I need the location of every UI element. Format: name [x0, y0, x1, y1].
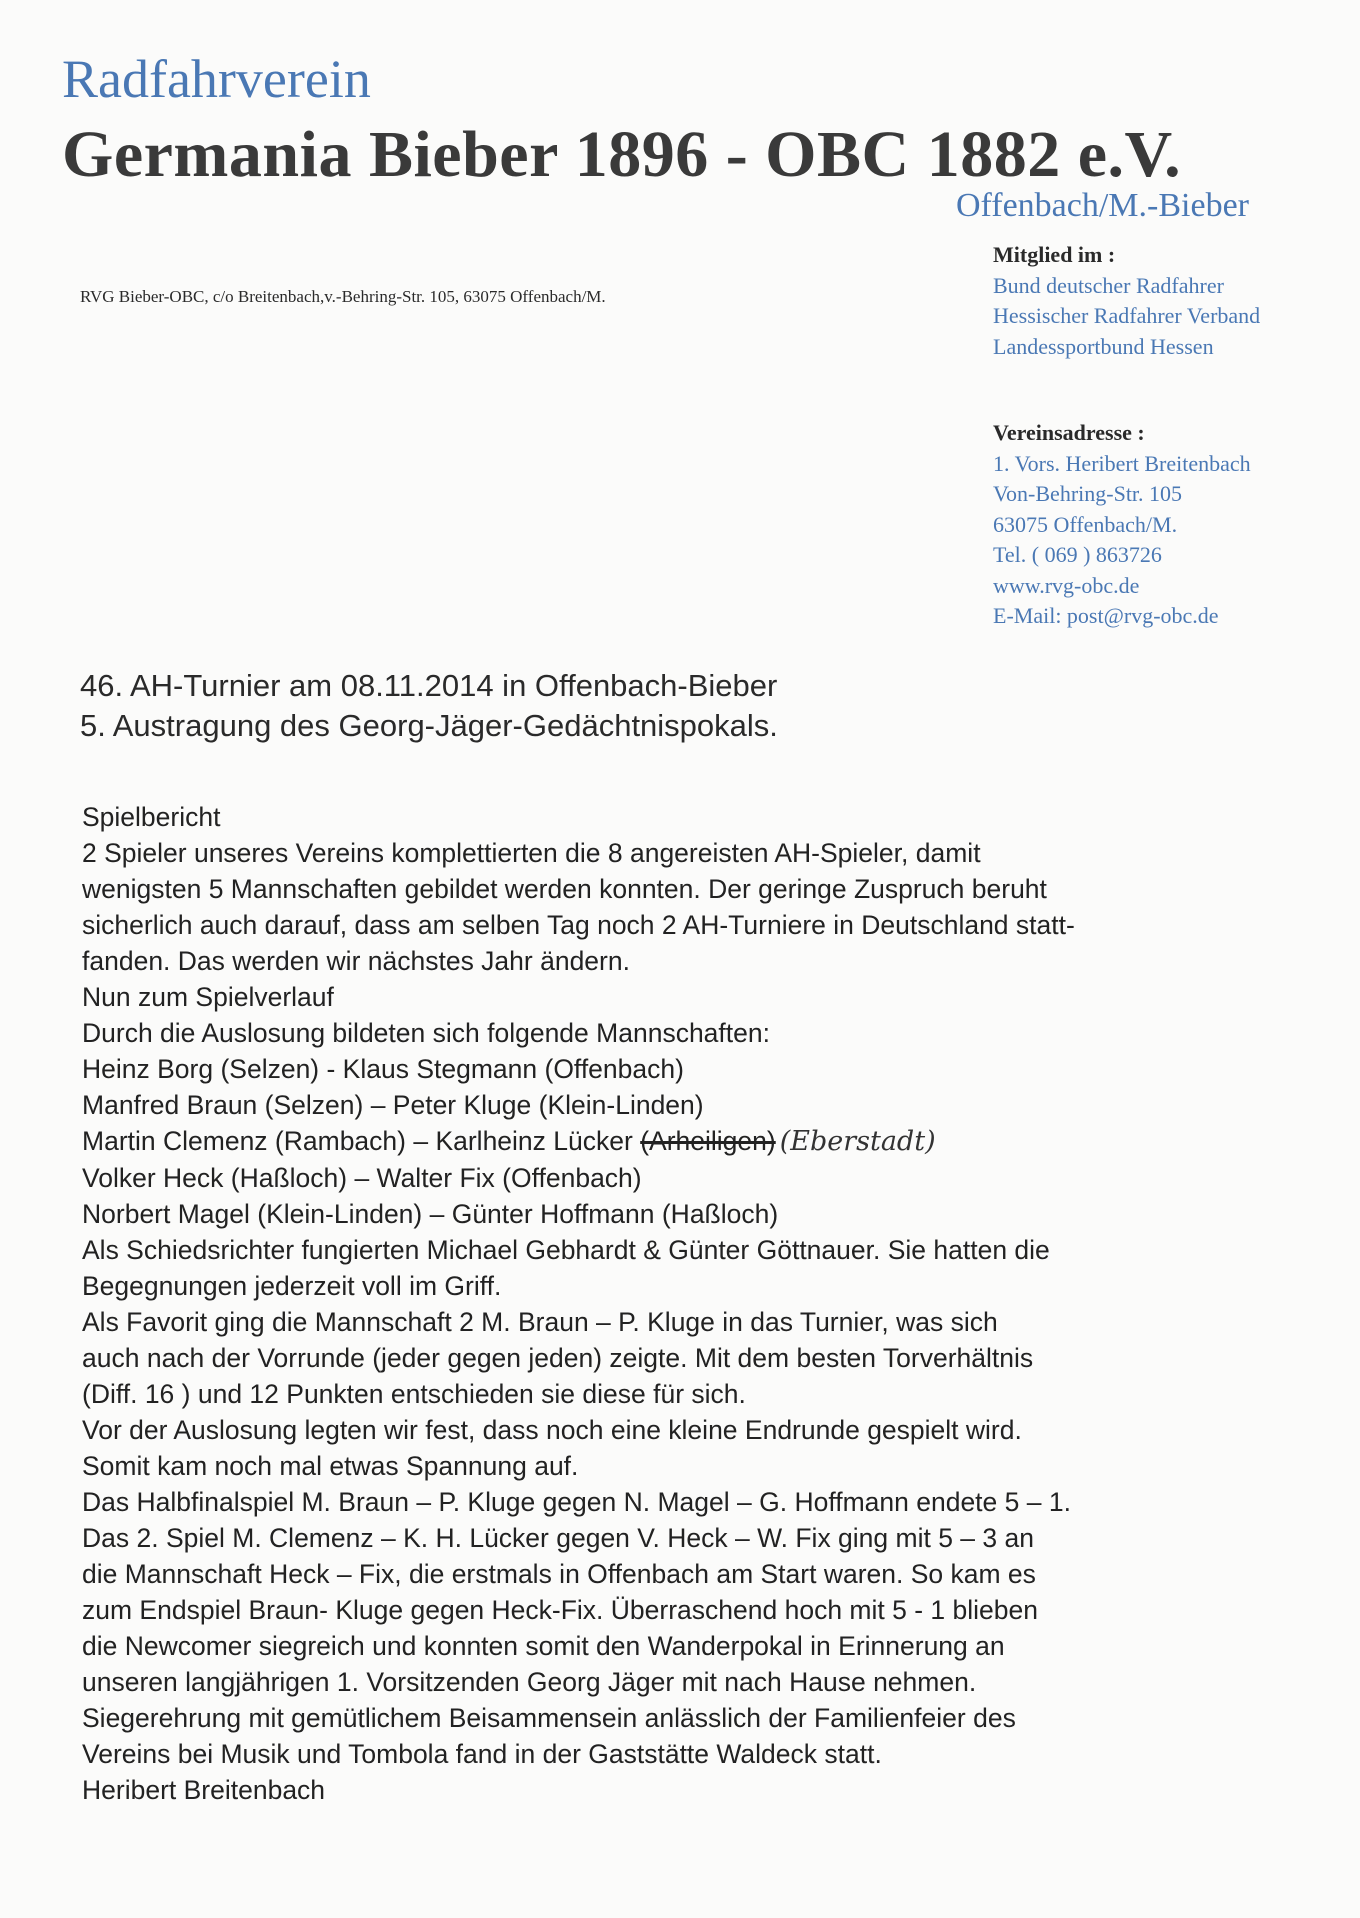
club-website: www.rvg-obc.de [993, 572, 1140, 598]
match-report [82, 799, 1342, 1808]
sender-address-line: RVG Bieber-OBC, c/o Breitenbach,v.-Behring-Str. 105, 63075 Offenbach/M. [80, 287, 606, 306]
report-line: Vereins bei Musik und Tombola fand in der Gaststätte Waldeck statt. [82, 1739, 882, 1769]
handwritten-correction: (Eberstadt) [779, 1126, 936, 1157]
report-line: die Newcomer siegreich und konnten somit den Wanderpokal in Erinnerung an [82, 1631, 1005, 1661]
report-line: sicherlich auch darauf, dass am selben Tag noch 2 AH-Turniere in Deutschland statt- [82, 910, 1075, 940]
report-line: Somit kam noch mal etwas Spannung auf. [82, 1451, 579, 1481]
report-line: Das Halbfinalspiel M. Braun – P. Kluge gegen N. Magel – G. Hoffmann endete 5 – 1. [82, 1487, 1071, 1517]
team-line: Norbert Magel (Klein-Linden) – Günter Hoffmann (Haßloch) [82, 1199, 779, 1229]
club-address-line: 1. Vors. Heribert Breitenbach [993, 450, 1251, 476]
membership-heading: Mitglied im : [993, 242, 1116, 267]
club-address-heading: Vereinsadresse : [993, 420, 1145, 445]
struck-out-location: (Arheiligen) [640, 1126, 776, 1156]
team-line-text: Martin Clemenz (Rambach) – Karlheinz Lücker [82, 1126, 633, 1156]
team-line: Manfred Braun (Selzen) – Peter Kluge (Klein-Linden) [82, 1090, 704, 1120]
report-line: Nun zum Spielverlauf [82, 982, 334, 1012]
report-line: Als Schiedsrichter fungierten Michael Gebhardt & Günter Göttnauer. Sie hatten die [82, 1235, 1050, 1265]
report-line: (Diff. 16 ) und 12 Punkten entschieden sie diese für sich. [82, 1379, 746, 1409]
club-address-line: Von-Behring-Str. 105 [993, 481, 1183, 506]
membership-block [993, 240, 1343, 362]
report-line: Siegerehrung mit gemütlichem Beisammensein anlässlich der Familienfeier des [82, 1703, 1016, 1733]
membership-item: Bund deutscher Radfahrer [993, 272, 1224, 298]
letterhead-line1: Radfahrverein [62, 49, 371, 109]
team-line: Heinz Borg (Selzen) - Klaus Stegmann (Offenbach) [82, 1054, 684, 1084]
report-line: die Mannschaft Heck – Fix, die erstmals in Offenbach am Start waren. So kam es [82, 1559, 1036, 1589]
report-line: zum Endspiel Braun- Kluge gegen Heck-Fix. Überraschend hoch mit 5 - 1 blieben [82, 1595, 1038, 1625]
report-line: Spielbericht [82, 802, 221, 832]
report-line: Als Favorit ging die Mannschaft 2 M. Braun – P. Kluge in das Turnier, was sich [82, 1307, 998, 1337]
club-address-line: 63075 Offenbach/M. [993, 511, 1178, 537]
club-email: E-Mail: post@rvg-obc.de [993, 603, 1219, 628]
report-line: 2 Spieler unseres Vereins komplettierten die 8 angereisten AH-Spieler, damit [82, 838, 981, 868]
report-line: Begegnungen jederzeit voll im Griff. [82, 1271, 502, 1301]
report-signature: Heribert Breitenbach [82, 1775, 326, 1805]
report-line: Das 2. Spiel M. Clemenz – K. H. Lücker gegen V. Heck – W. Fix ging mit 5 – 3 an [82, 1523, 1034, 1553]
report-line: Vor der Auslosung legten wir fest, dass noch eine kleine Endrunde gespielt wird. [82, 1415, 1022, 1445]
document-title: 46. AH-Turnier am 08.11.2014 in Offenbach-Bieber [80, 668, 778, 703]
letterhead-city: Offenbach/M.-Bieber [956, 187, 1249, 224]
report-line: auch nach der Vorrunde (jeder gegen jeden) zeigte. Mit dem besten Torverhältnis [82, 1343, 1034, 1373]
club-address-line: Tel. ( 069 ) 863726 [993, 542, 1162, 567]
report-line: wenigsten 5 Mannschaften gebildet werden konnten. Der geringe Zuspruch beruht [82, 874, 1047, 904]
team-line: Volker Heck (Haßloch) – Walter Fix (Offenbach) [82, 1163, 642, 1193]
report-line: fanden. Das werden wir nächstes Jahr ändern. [82, 946, 630, 976]
membership-item: Hessischer Radfahrer Verband [993, 303, 1261, 328]
letterhead-club-name: Germania Bieber 1896 - OBC 1882 e.V. [62, 118, 1182, 191]
report-line: unseren langjährigen 1. Vorsitzenden Georg Jäger mit nach Hause nehmen. [82, 1667, 977, 1697]
team-line-corrected [82, 1123, 1342, 1160]
membership-item: Landessportbund Hessen [993, 333, 1214, 359]
document-subtitle: 5. Austragung des Georg-Jäger-Gedächtnispokals. [80, 708, 778, 743]
club-address-block [993, 418, 1343, 632]
report-line: Durch die Auslosung bildeten sich folgende Mannschaften: [82, 1018, 770, 1048]
